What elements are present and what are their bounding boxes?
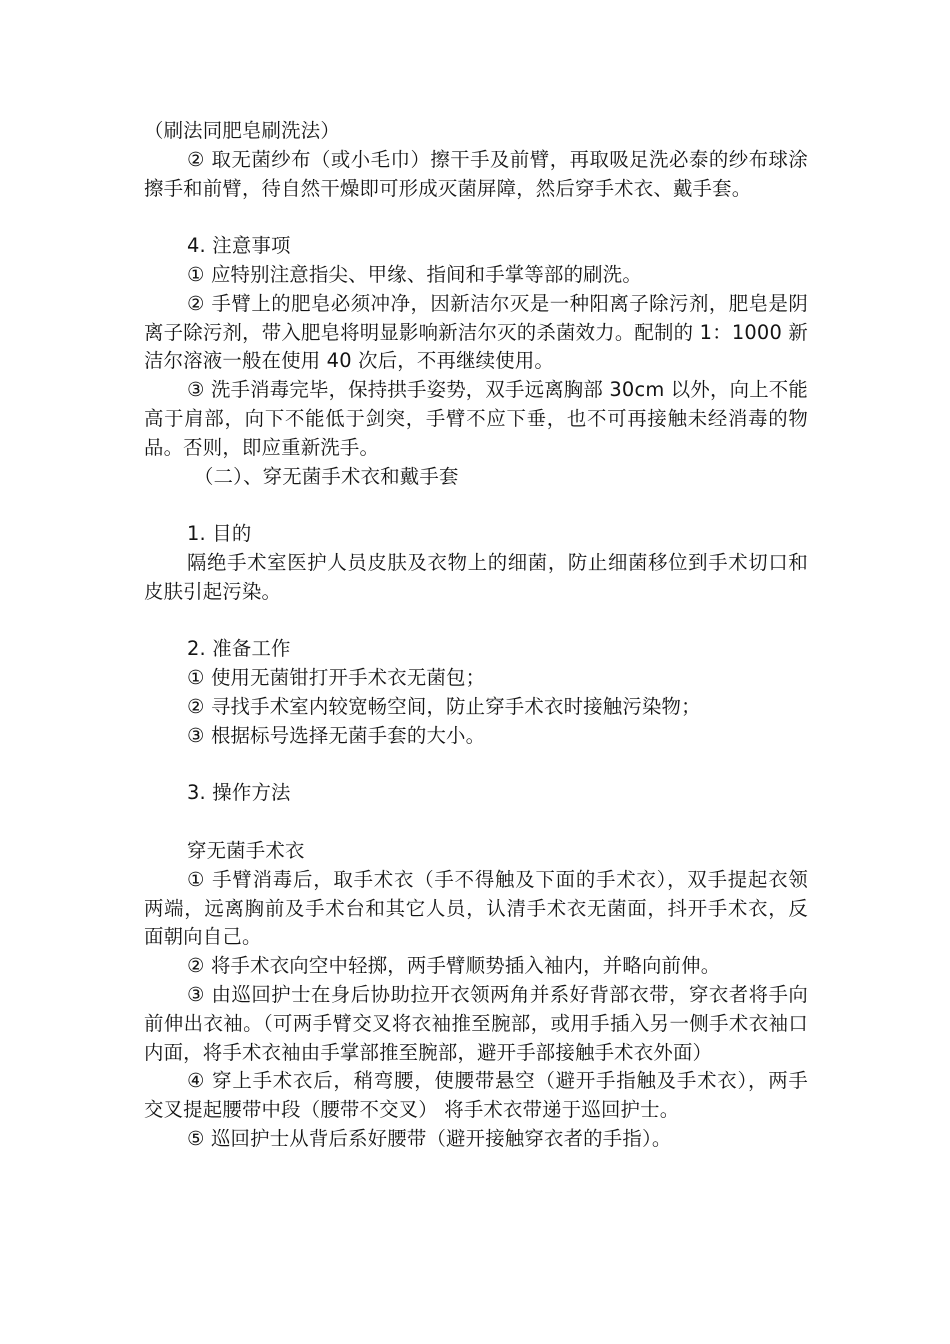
document-body xyxy=(144,117,808,1154)
paragraph-gown-step-3: ③ 由巡回护士在身后协助拉开衣领两角并系好背部衣带，穿衣者将手向前伸出衣袖。（可两手臂交叉将衣袖推至腕部，或用手插入另一侧手术衣袖口内面，将手术衣袖由手掌部推至腕部，避开手部接触手术衣外面） xyxy=(144,982,808,1064)
paragraph-gown-step-2: ② 将手术衣向空中轻掷，两手臂顺势插入袖内，并略向前伸。 xyxy=(187,954,721,978)
blank-line xyxy=(144,203,808,232)
section-heading-precautions: 4. 注意事项 xyxy=(187,234,291,258)
paragraph-preparation-2: ② 寻找手术室内较宽畅空间，防止穿手术衣时接触污染物； xyxy=(187,694,701,718)
blank-line xyxy=(144,751,808,780)
section-heading-sterile-gown-and-gloves: （二）、穿无菌手术衣和戴手套 xyxy=(194,464,459,488)
subheading-wear-sterile-gown: 穿无菌手术衣 xyxy=(187,838,305,862)
paragraph-precaution-3: ③ 洗手消毒完毕，保持拱手姿势，双手远离胸部 30cm 以外，向上不能高于肩部，向下不能低于剑突，手臂不应下垂，也不可再接触未经消毒的物品。否则，即应重新洗手。 xyxy=(144,378,808,459)
paragraph-purpose: 隔绝手术室医护人员皮肤及衣物上的细菌，防止细菌移位到手术切口和皮肤引起污染。 xyxy=(144,550,808,603)
paragraph-gown-step-1: ① 手臂消毒后，取手术衣（手不得触及下面的手术衣），双手提起衣领两端，远离胸前及手术台和其它人员，认清手术衣无菌面，抖开手术衣，反面朝向自己。 xyxy=(144,867,808,949)
blank-line xyxy=(144,491,808,520)
paragraph-precaution-1: ① 应特别注意指尖、甲缘、指间和手掌等部的刷洗。 xyxy=(187,262,642,286)
section-heading-purpose: 1. 目的 xyxy=(187,522,252,546)
paragraph-preparation-3: ③ 根据标号选择无菌手套的大小。 xyxy=(187,723,486,747)
paragraph-gown-step-5: ⑤ 巡回护士从背后系好腰带（避开接触穿衣者的手指）。 xyxy=(187,1126,672,1150)
paragraph-preparation-1: ① 使用无菌钳打开手术衣无菌包； xyxy=(187,666,486,690)
blank-line xyxy=(144,808,808,837)
section-heading-procedure: 3. 操作方法 xyxy=(187,781,291,805)
section-heading-preparation: 2. 准备工作 xyxy=(187,637,291,661)
paragraph-precaution-2: ② 手臂上的肥皂必须冲净，因新洁尔灭是一种阳离子除污剂，肥皂是阴离子除污剂，带入肥皂将明显影响新洁尔灭的杀菌效力。配制的 1：1000 新洁尔溶液一般在使用 40 次后，不再继续使用。 xyxy=(144,291,808,373)
paragraph-brush-method-note: （刷法同肥皂刷洗法） xyxy=(144,119,340,142)
paragraph-gown-step-4: ④ 穿上手术衣后，稍弯腰，使腰带悬空（避开手指触及手术衣），两手交叉提起腰带中段（腰带不交叉） 将手术衣带递于巡回护士。 xyxy=(144,1069,808,1122)
paragraph-step-2-dry-and-disinfect: ② 取无菌纱布（或小毛巾）擦干手及前臂，再取吸足洗必泰的纱布球涂擦手和前臂，待自然干燥即可形成灭菌屏障，然后穿手术衣、戴手套。 xyxy=(144,147,808,200)
blank-line xyxy=(144,607,808,636)
